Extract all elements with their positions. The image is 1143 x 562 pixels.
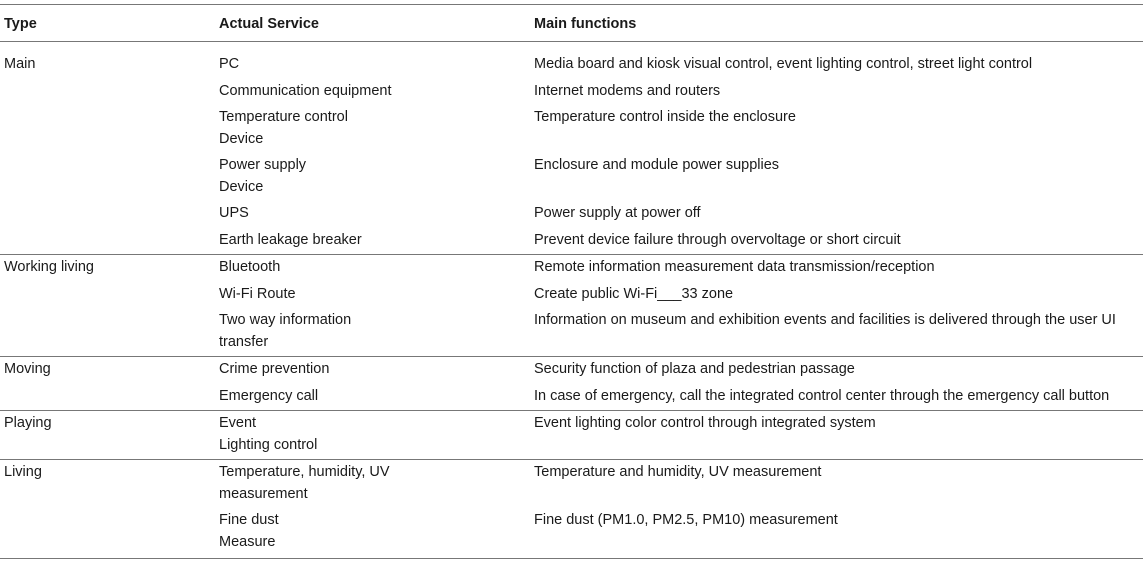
table-row [0, 254, 1143, 281]
actual-service-cell [219, 254, 534, 281]
table-row [0, 459, 1143, 508]
main-function-cell: Enclosure and module power supplies [534, 157, 780, 173]
type-cell [0, 281, 219, 308]
actual-service-cell [219, 42, 534, 79]
actual-service-cell [219, 281, 534, 308]
main-function-cell: Event lighting color control through integrated system [534, 410, 1143, 459]
actual-service-line: measurement [219, 485, 308, 502]
header-type: Type [0, 5, 219, 42]
table-row [0, 508, 1143, 556]
main-function-cell: Information on museum and exhibition events and facilities is delivered through the user UI [534, 312, 1116, 328]
main-function-cell: Remote information measurement data transmission/reception [534, 254, 1143, 281]
actual-service-line: PC [219, 56, 240, 72]
type-cell: Main [4, 56, 36, 72]
actual-service-line: Two way information [219, 312, 352, 328]
type-cell [0, 227, 219, 254]
table-header [0, 5, 1143, 42]
actual-service-line: Device [219, 130, 264, 147]
type-cell [0, 383, 219, 410]
actual-service-line: Crime prevention [219, 361, 330, 377]
actual-service-cell [219, 308, 534, 357]
type-cell: Moving [0, 356, 219, 383]
main-function-cell: Create public Wi-Fi___33 zone [534, 285, 734, 302]
actual-service-cell [219, 410, 534, 459]
type-cell: Working living [0, 254, 219, 281]
actual-service-line: Fine dust [219, 512, 279, 528]
actual-service-line: Temperature control [219, 109, 348, 125]
actual-service-line: Temperature, humidity, UV [219, 464, 390, 480]
main-function-cell: Media board and kiosk visual control, event lighting control, street light control [534, 56, 1033, 72]
type-cell: Living [0, 459, 219, 508]
actual-service-line: UPS [219, 205, 249, 221]
actual-service-line: Power supply [219, 157, 307, 173]
header-main-functions: Main functions [534, 5, 1143, 42]
table-row [0, 281, 1143, 308]
actual-service-line: Measure [219, 533, 276, 550]
type-cell [0, 105, 219, 153]
actual-service-line: Bluetooth [219, 259, 281, 275]
actual-service-cell [219, 227, 534, 254]
table-row [0, 308, 1143, 357]
actual-service-cell [219, 201, 534, 228]
header-actual-service: Actual Service [219, 5, 534, 42]
main-function-cell: Power supply at power off [534, 205, 701, 221]
actual-service-line: Earth leakage breaker [219, 231, 362, 248]
type-cell: Playing [0, 410, 219, 459]
actual-service-line: Lighting control [219, 436, 318, 453]
main-function-cell: Prevent device failure through overvoltage or short circuit [534, 231, 901, 248]
type-cell [0, 308, 219, 357]
actual-service-line: Wi-Fi Route [219, 285, 296, 302]
table-row [0, 153, 1143, 201]
main-function-cell: Security function of plaza and pedestrian passage [534, 356, 1143, 383]
main-function-cell: In case of emergency, call the integrated control center through the emergency call button [534, 387, 1110, 404]
actual-service-cell [219, 153, 534, 201]
type-cell [0, 508, 219, 556]
type-cell [0, 201, 219, 228]
actual-service-cell [219, 383, 534, 410]
table-body [0, 42, 1143, 556]
main-function-cell: Internet modems and routers [534, 82, 721, 99]
actual-service-cell [219, 508, 534, 556]
actual-service-cell [219, 356, 534, 383]
main-function-cell: Fine dust (PM1.0, PM2.5, PM10) measurement [534, 512, 838, 528]
bottom-rule [0, 558, 1143, 559]
table-row [0, 201, 1143, 228]
actual-service-line: Device [219, 178, 264, 195]
actual-service-cell [219, 459, 534, 508]
actual-service-line: transfer [219, 333, 269, 350]
type-cell [0, 153, 219, 201]
actual-service-line: Emergency call [219, 387, 319, 404]
actual-service-line: Communication equipment [219, 82, 392, 99]
header-row [0, 5, 1143, 42]
table-row [0, 78, 1143, 105]
table-row [0, 227, 1143, 254]
table-row [0, 383, 1143, 410]
table-row [0, 356, 1143, 383]
table-row [0, 410, 1143, 459]
services-table [0, 4, 1143, 556]
main-function-cell: Temperature control inside the enclosure [534, 109, 796, 125]
actual-service-cell [219, 78, 534, 105]
table-row [0, 105, 1143, 153]
table-row [0, 42, 1143, 79]
actual-service-cell [219, 105, 534, 153]
type-cell [0, 78, 219, 105]
main-function-cell: Temperature and humidity, UV measurement [534, 459, 1143, 508]
actual-service-line: Event [219, 415, 257, 431]
